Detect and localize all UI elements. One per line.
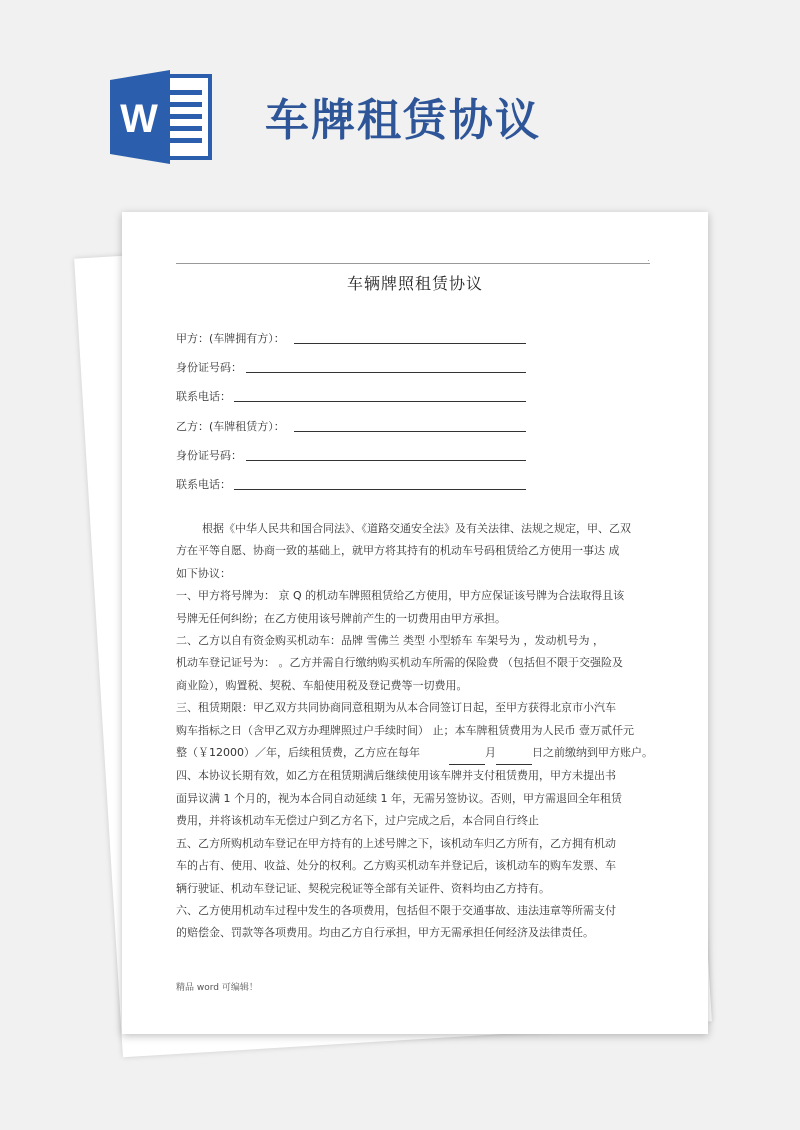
document-title: 车辆牌照租赁协议 (346, 274, 483, 293)
party-a-id-blank (246, 372, 526, 373)
clause-3-line (176, 742, 656, 765)
party-a-field (176, 330, 285, 346)
clause-5-line: 车的占有、使用、收益、处分的权利。乙方购买机动车并登记后，该机动车的购车发票、车 (176, 859, 616, 873)
field-label: 身份证号码： (176, 449, 242, 462)
field-label: 联系电话： (176, 478, 231, 491)
clause-2-line: 机动车登记证号为： 。乙方并需自行缴纳购买机动车所需的保险费 （包括但不限于交强险及 (176, 656, 623, 670)
clause-3-text: 日之前缴纳到甲方账户。 (532, 746, 653, 760)
clause-3-line: 三、租赁期限：甲乙双方共同协商同意租期为从本合同签订日起，至甲方获得北京市小汽车 (176, 701, 616, 715)
header-rule (176, 263, 650, 264)
field-label: 乙方：(车牌租赁方）： (176, 420, 285, 433)
clause-4-line: 费用，并将该机动车无偿过户到乙方名下，过户完成之后，本合同自行终止 (176, 814, 539, 828)
clause-6-line: 六、乙方使用机动车过程中发生的各项费用，包括但不限于交通事故、违法违章等所需支付 (176, 903, 616, 917)
party-b-field (176, 418, 285, 434)
banner-title: 车牌租赁协议 (265, 95, 541, 146)
month-blank (449, 742, 485, 765)
field-label: 身份证号码： (176, 361, 242, 374)
footer-note: 精品 word 可编辑！ (176, 983, 258, 993)
word-logo-letter: W (120, 97, 158, 141)
party-b-blank (294, 431, 526, 432)
word-logo-icon (110, 70, 214, 164)
clause-6-line: 的赔偿金、罚款等各项费用。均由乙方自行承担，甲方无需承担任何经济及法律责任。 (176, 926, 594, 940)
clause-1-line: 号牌无任何纠纷；在乙方使用该号牌前产生的一切费用由甲方承担。 (176, 611, 506, 625)
clause-4-line: 四、本协议长期有效，如乙方在租赁期满后继续使用该车牌并支付租赁费用，甲方未提出书 (176, 769, 616, 783)
clause-3-line: 购车指标之日（含甲乙双方办理牌照过户手续时间） 止；本车牌租赁费用为人民币 壹万贰仟元 (176, 723, 634, 737)
intro-line: 方在平等自愿、协商一致的基础上，就甲方将其持有的机动车号码租赁给乙方使用一事达 成 (176, 544, 620, 558)
clause-2-line: 商业险），购置税、契税、车船使用税及登记费等一切费用。 (176, 678, 468, 692)
clause-1-line: 一、甲方将号牌为： 京 Q 的机动车牌照租赁给乙方使用，甲方应保证该号牌为合法取得且该 (176, 589, 625, 603)
party-b-phone-field (176, 476, 231, 492)
document-page (122, 212, 708, 1034)
party-a-phone-blank (234, 401, 526, 402)
party-a-blank (294, 343, 526, 344)
clause-4-line: 面异议满 1 个月的，视为本合同自动延续 1 年，无需另签协议。否则，甲方需退回全年租赁 (176, 791, 622, 805)
field-label: 甲方：(车牌拥有方）： (176, 332, 285, 345)
party-b-id-field (176, 447, 242, 463)
intro-line: 根据《中华人民共和国合同法》、《道路交通安全法》及有关法律、法规之规定，甲、乙双 (202, 522, 631, 535)
party-a-phone-field (176, 388, 231, 404)
header-mark: : (647, 257, 650, 266)
clause-5-line: 五、乙方所购机动车登记在甲方持有的上述号牌之下，该机动车归乙方所有，乙方拥有机动 (176, 836, 616, 850)
party-a-id-field (176, 359, 242, 375)
clause-2-line: 二、乙方以自有资金购买机动车：品牌 雪佛兰 类型 小型轿车 车架号为 ，发动机号为 ， (176, 634, 604, 648)
field-label: 联系电话： (176, 390, 231, 403)
clause-3-text: 整（￥12000）／年，后续租赁费，乙方应在每年 (176, 746, 420, 760)
month-label: 月 (485, 746, 496, 760)
party-b-phone-blank (234, 489, 526, 490)
day-blank (496, 742, 532, 765)
party-b-id-blank (246, 460, 526, 461)
agreement-body (176, 518, 656, 945)
intro-line: 如下协议： (176, 566, 231, 580)
clause-5-line: 辆行驶证、机动车登记证、契税完税证等全部有关证件、资料均由乙方持有。 (176, 881, 550, 895)
